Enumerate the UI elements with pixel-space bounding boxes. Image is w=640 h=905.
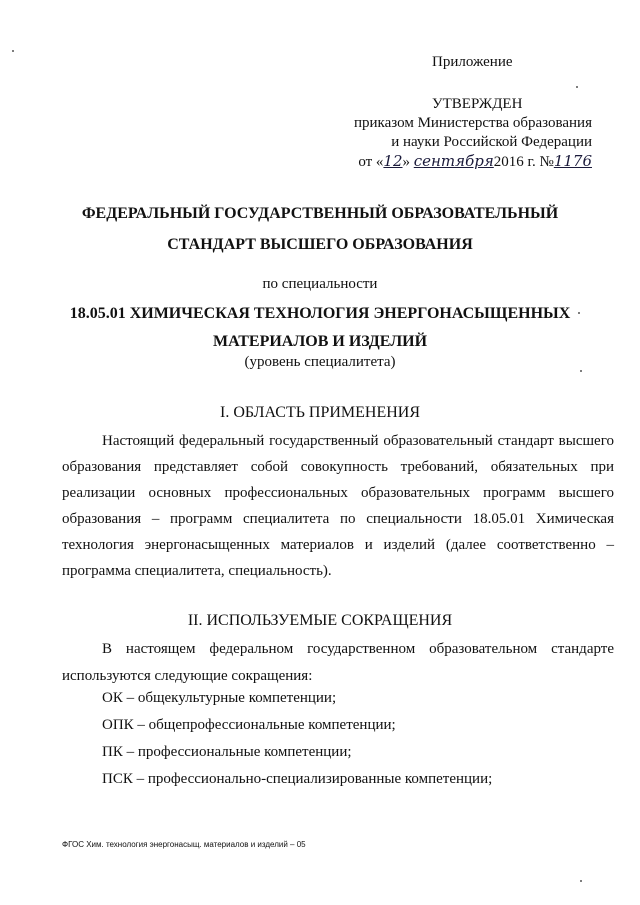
specialty-name bbox=[40, 300, 600, 356]
education-level: (уровень специалитета) bbox=[244, 354, 396, 370]
specialty-name-line2: МАТЕРИАЛОВ И ИЗДЕЛИЙ bbox=[212, 333, 428, 350]
date-prefix: от « bbox=[358, 154, 384, 170]
specialty-name-line1: 18.05.01 ХИМИЧЕСКАЯ ТЕХНОЛОГИЯ ЭНЕРГОНАСЫЩЕННЫХ bbox=[69, 305, 571, 322]
scan-speck bbox=[576, 86, 578, 88]
section1-paragraph: Настоящий федеральный государственный образовательный стандарт высшего образования представляет собой совокупность требований, обязательных при реализации основных профессиональных образовательных программ высшего образования – программ специалитета по специальности 18.05.01 Химическая технология энергонасыщенных материалов и изделий (далее соответственно – программа специалитета, специальность). bbox=[62, 433, 614, 579]
standard-title-line2: СТАНДАРТ ВЫСШЕГО ОБРАЗОВАНИЯ bbox=[167, 236, 473, 253]
handwritten-month: сентября bbox=[413, 152, 494, 170]
abbreviation-item: ОК – общекультурные компетенции; bbox=[102, 690, 337, 706]
approval-block bbox=[330, 95, 592, 172]
section2-intro-block bbox=[62, 636, 614, 690]
section1-heading: I. ОБЛАСТЬ ПРИМЕНЕНИЯ bbox=[219, 404, 421, 421]
standard-title-line1: ФЕДЕРАЛЬНЫЙ ГОСУДАРСТВЕННЫЙ ОБРАЗОВАТЕЛЬНЫЙ bbox=[81, 205, 559, 222]
approval-title: УТВЕРЖДЕН bbox=[432, 96, 523, 112]
section2-intro: В настоящем федеральном государственном образовательном стандарте используются следующие сокращения: bbox=[62, 641, 614, 684]
page-footer: ФГОС Хим. технология энергонасыщ. материалов и изделий – 05 bbox=[62, 840, 306, 849]
abbreviation-item: ОПК – общепрофессиональные компетенции; bbox=[102, 717, 396, 733]
approval-line-federation: и науки Российской Федерации bbox=[391, 134, 592, 150]
handwritten-day: 12 bbox=[383, 152, 403, 170]
scan-speck bbox=[12, 50, 14, 52]
section2-heading: II. ИСПОЛЬЗУЕМЫЕ СОКРАЩЕНИЯ bbox=[187, 612, 453, 629]
approval-date-line bbox=[330, 152, 592, 172]
scan-speck bbox=[578, 312, 580, 314]
abbreviation-item: ПСК – профессионально-специализированные компетенции; bbox=[102, 771, 493, 787]
date-mid: » bbox=[402, 154, 411, 170]
approval-line-ministry: приказом Министерства образования bbox=[354, 115, 592, 131]
handwritten-order-number: 1176 bbox=[553, 152, 592, 170]
standard-title bbox=[40, 198, 600, 260]
section1-body bbox=[62, 428, 614, 584]
scan-speck bbox=[580, 370, 582, 372]
specialty-intro: по специальности bbox=[262, 276, 378, 292]
scan-speck bbox=[580, 880, 582, 882]
abbreviation-item: ПК – профессиональные компетенции; bbox=[102, 744, 352, 760]
appendix-label: Приложение bbox=[432, 54, 513, 70]
date-year: 2016 г. № bbox=[493, 154, 554, 170]
